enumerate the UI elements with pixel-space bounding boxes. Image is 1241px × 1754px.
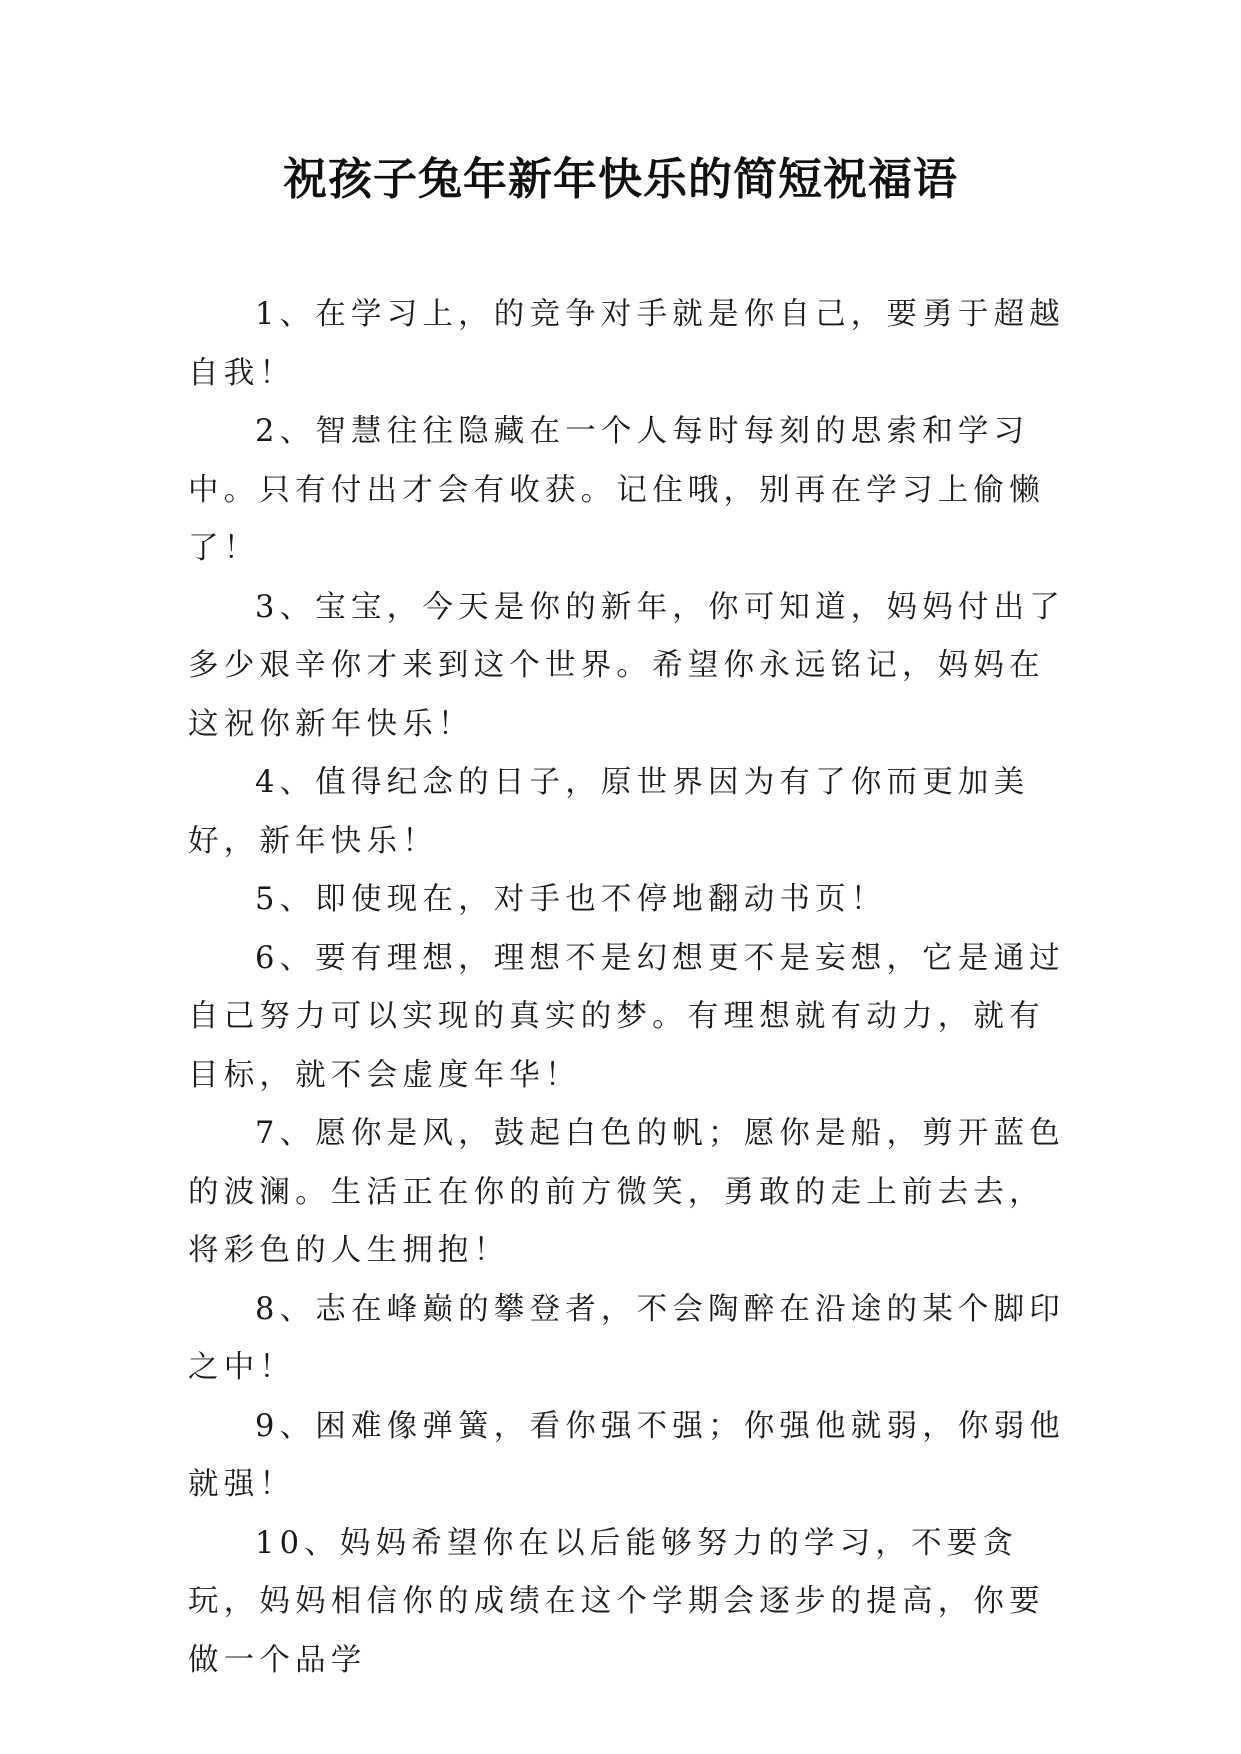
document-title: 祝孩子兔年新年快乐的简短祝福语 (283, 154, 958, 205)
paragraph-5: 5、即使现在，对手也不停地翻动书页！ (255, 882, 887, 917)
paragraph-8: 8、志在峰巅的攀登者，不会陶醉在沿途的某个脚印之中！ (188, 1291, 1066, 1385)
paragraph-4: 4、值得纪念的日子，原世界因为有了你而更加美好，新年快乐！ (188, 765, 1030, 859)
paragraph-6: 6、要有理想，理想不是幻想更不是妄想，它是通过自己努力可以实现的真实的梦。有理想就有动力，就有目标，就不会虚度年华！ (188, 940, 1066, 1093)
paragraph-3: 3、宝宝，今天是你的新年，你可知道，妈妈付出了多少艰辛你才来到这个世界。希望你永远铭记，妈妈在这祝你新年快乐！ (188, 589, 1066, 742)
paragraph-9: 9、困难像弹簧，看你强不强；你强他就弱，你弱他就强！ (188, 1408, 1066, 1502)
document-body (188, 286, 1070, 1690)
paragraph-10: 10、妈妈希望你在以后能够努力的学习，不要贪玩，妈妈相信你的成绩在这个学期会逐步的提高，你要做一个品学 (188, 1525, 1045, 1678)
paragraph-7: 7、愿你是风，鼓起白色的帆；愿你是船，剪开蓝色的波澜。生活正在你的前方微笑，勇敢的走上前去去，将彩色的人生拥抱！ (188, 1116, 1066, 1268)
paragraph-2: 2、智慧往往隐藏在一个人每时每刻的思索和学习中。只有付出才会有收获。记住哦，别再在学习上偷懒了！ (188, 414, 1045, 566)
paragraph-1: 1、在学习上，的竞争对手就是你自己，要勇于超越自我！ (188, 297, 1066, 391)
